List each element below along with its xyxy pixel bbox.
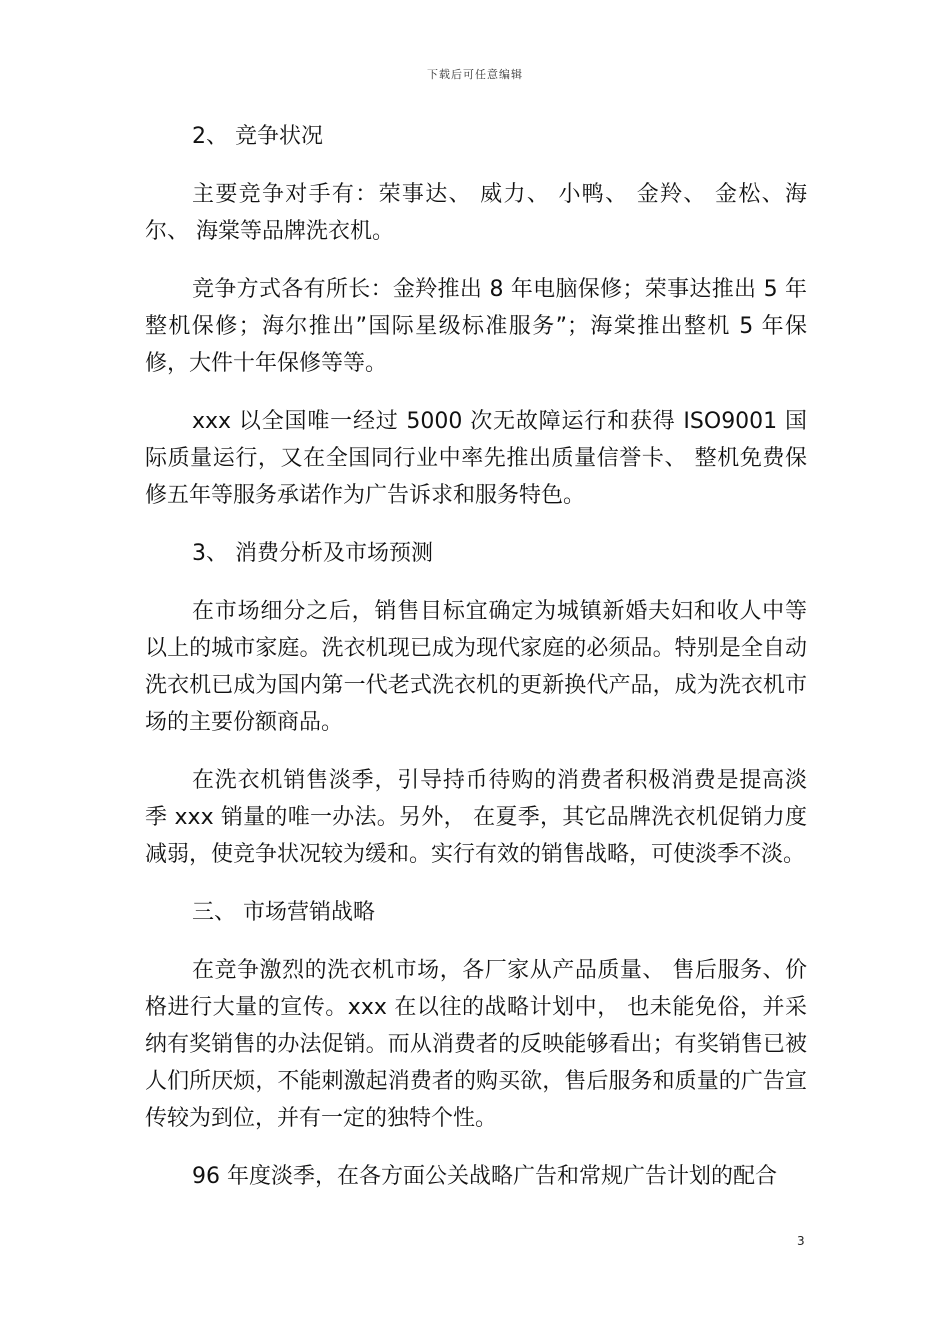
paragraph-competition-methods: 竞争方式各有所长：金羚推出 8 年电脑保修；荣事达推出 5 年整机保修；海尔推出”国际星级标准服务”；海棠推出整机 5 年保修，大件十年保修等等。 — [145, 277, 807, 376]
section-heading-marketing-strategy: 三、 市场营销战略 — [192, 900, 375, 925]
paragraph-market-competition: 在竞争激烈的洗衣机市场，各厂家从产品质量、 售后服务、价格进行大量的宣传。xxx 在以往的战略计划中， 也未能免俗，并采纳有奖销售的办法促销。而从消费者的反映能够看出；有奖销售已被人们所厌烦，不能刺激起消费者的购买欲，售后服务和质量的广告宣传较为到位，并有一定的独特个性。 — [145, 958, 807, 1131]
paragraph-96-season: 96 年度淡季，在各方面公关战略广告和常规广告计划的配合 — [192, 1164, 777, 1189]
paragraph-competitors: 主要竞争对手有：荣事达、 威力、 小鸭、 金羚、 金松、海尔、 海棠等品牌洗衣机。 — [145, 182, 807, 244]
paragraph-market-segmentation: 在市场细分之后，销售目标宜确定为城镇新婚夫妇和收人中等以上的城市家庭。洗衣机现已成为现代家庭的必须品。特别是全自动洗衣机已成为国内第一代老式洗衣机的更新换代产品，成为洗衣机市场的主要份额商品。 — [145, 599, 807, 735]
paragraph-quality-claims: xxx 以全国唯一经过 5000 次无故障运行和获得 ISO9001 国际质量运行，又在全国同行业中率先推出质量信誉卡、 整机免费保修五年等服务承诺作为广告诉求和服务特色。 — [145, 409, 807, 508]
paragraph-off-season: 在洗衣机销售淡季，引导持币待购的消费者积极消费是提高淡季 xxx 销量的唯一办法。另外， 在夏季，其它品牌洗衣机促销力度减弱，使竞争状况较为缓和。实行有效的销售战略，可使淡季不淡。 — [145, 768, 807, 867]
document-body — [145, 118, 807, 1216]
page-number: 3 — [797, 1234, 805, 1248]
section-heading-consumption-analysis: 3、 消费分析及市场预测 — [192, 541, 433, 566]
section-heading-competition: 2、 竞争状况 — [192, 124, 323, 149]
page-header: 下载后可任意编辑 — [427, 68, 523, 81]
